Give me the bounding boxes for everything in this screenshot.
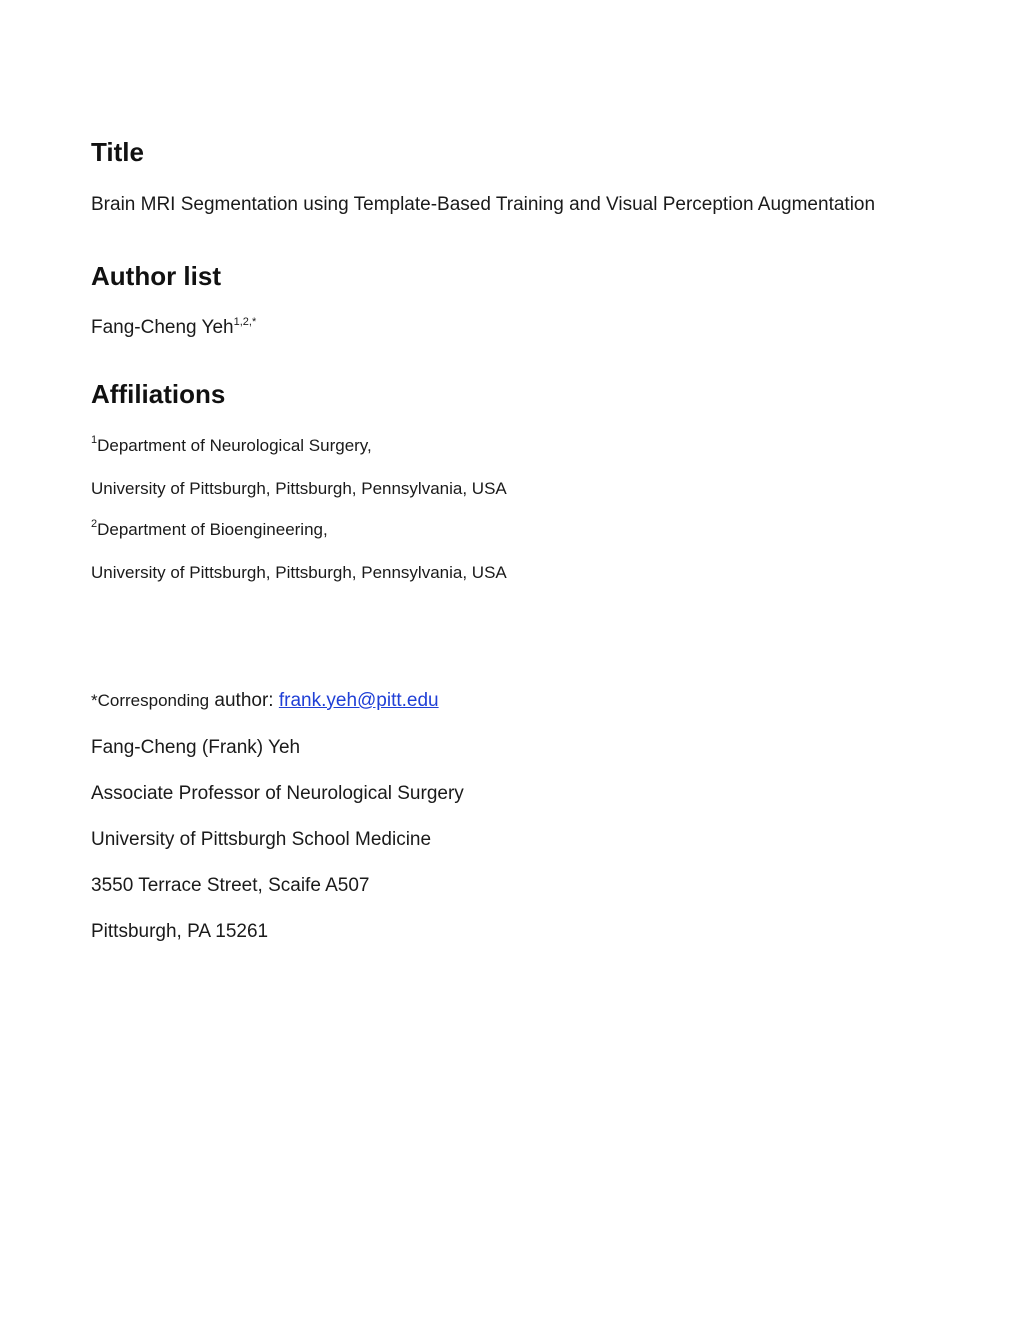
affiliation-1-superscript: 1	[91, 434, 98, 446]
paper-title: Brain MRI Segmentation using Template-Based Training and Visual Perception Augmentation	[91, 194, 876, 215]
affiliation-1-dept	[91, 436, 372, 456]
affiliation-1-institution: University of Pittsburgh, Pittsburgh, Pennsylvania, USA	[91, 479, 507, 498]
contact-position: Associate Professor of Neurological Surgery	[91, 783, 464, 804]
affiliation-2-dept	[91, 520, 328, 540]
contact-street: 3550 Terrace Street, Scaife A507	[91, 875, 370, 896]
corresponding-email-link[interactable]: frank.yeh@pitt.edu	[278, 690, 439, 711]
affiliation-1-dept-text: Department of Neurological Surgery,	[97, 436, 372, 455]
contact-city: Pittsburgh, PA 15261	[91, 921, 269, 942]
affiliation-2-institution: University of Pittsburgh, Pittsburgh, Pennsylvania, USA	[91, 563, 507, 582]
corresponding-label-rest: author:	[209, 690, 279, 711]
author-superscript: 1,2,*	[233, 316, 257, 328]
corresponding-label-small: *Corresponding	[91, 691, 210, 710]
affiliation-2-superscript: 2	[91, 518, 98, 530]
title-heading: Title	[91, 137, 144, 167]
author-entry	[91, 317, 256, 339]
affiliations-heading: Affiliations	[91, 379, 226, 409]
author-list-heading: Author list	[91, 261, 221, 291]
corresponding-author-line	[91, 690, 439, 712]
contact-school: University of Pittsburgh School Medicine	[91, 829, 432, 850]
affiliation-2-dept-text: Department of Bioengineering,	[97, 520, 328, 539]
author-name: Fang-Cheng Yeh	[91, 317, 234, 338]
contact-name: Fang-Cheng (Frank) Yeh	[91, 737, 301, 758]
